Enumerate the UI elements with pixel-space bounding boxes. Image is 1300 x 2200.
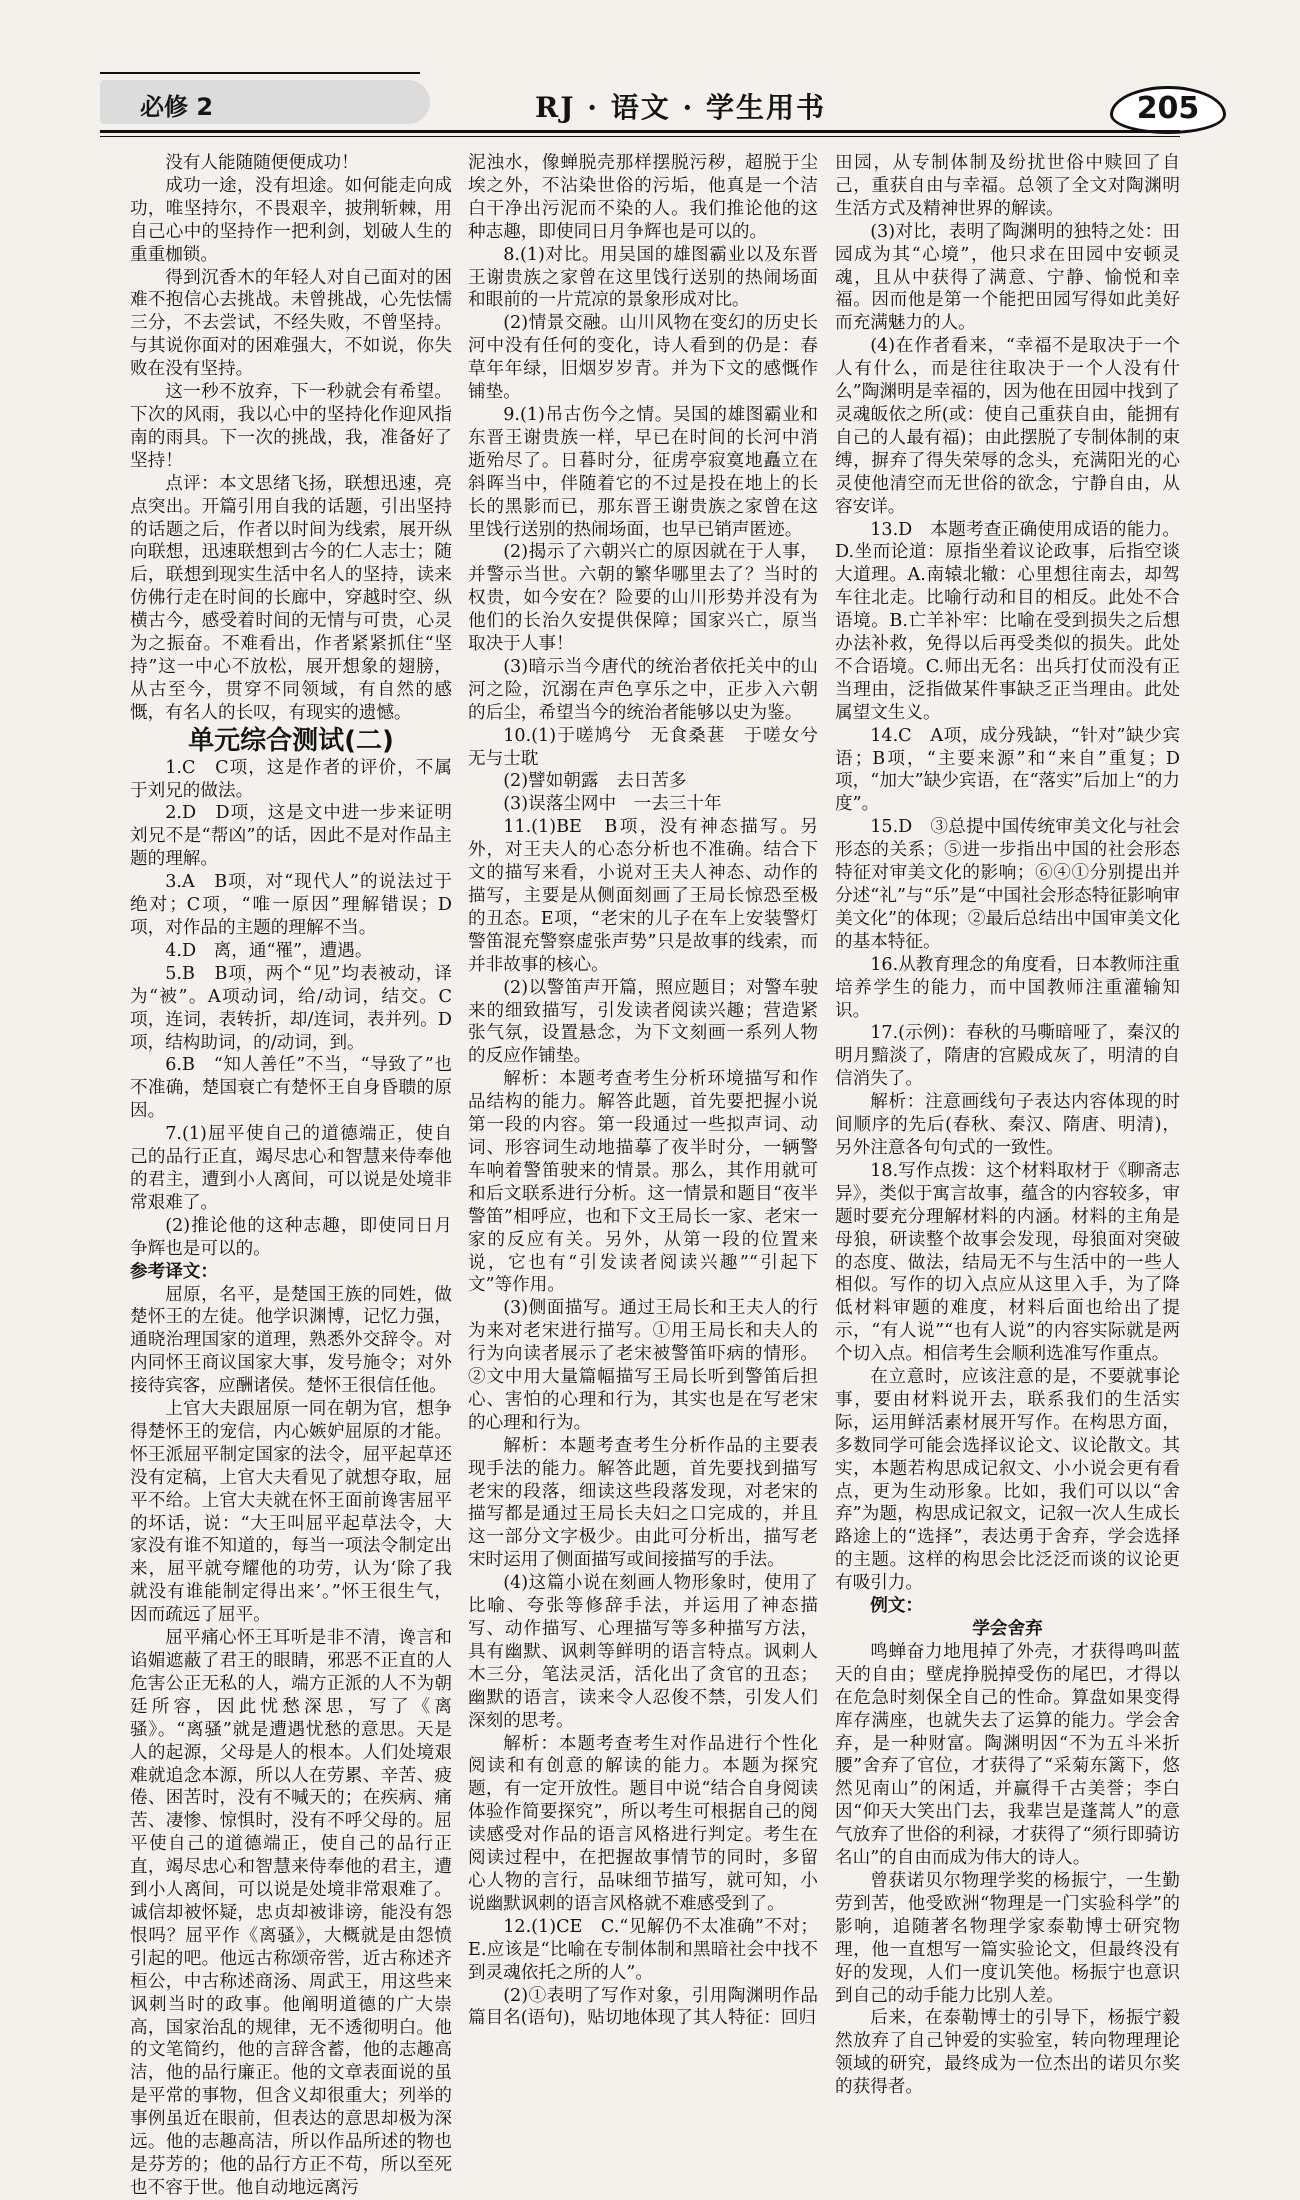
paragraph: 这一秒不放弃，下一秒就会有希望。下次的风雨，我以心中的坚持化作迎风指南的雨具。下一次的挑战，我，准备好了坚持！ [130,382,452,471]
section-title: 单元综合测试(二) [188,725,394,756]
answer-item: (2)譬如朝露 去日苦多 [503,771,687,792]
translation-paragraph: 屈平痛心怀王耳听是非不清，谗言和谄媚遮蔽了君王的眼睛，邪恶不正直的人危害公正无私的人，端方正派的人不为朝廷所容，因此忧愁深思，写了《离骚》。“离骚”就是遭遇忧愁的意思。天是人的起源，父母是人的根本。人们处境艰难就追念本源，所以人在劳累、辛苦、疲倦、困苦时，没有不喊天的；在疾病、痛苦、凄惨、惊惧时，没有不呼父母的。屈平使自己的道德端正，使自己的品行正直，竭尽忠心和智慧来侍奉他的君主，遭到小人离间，可以说是处境非常艰难了。诚信却被怀疑，忠贞却被诽谤，能没有怨恨吗？屈平作《离骚》，大概就是由怨愤引起的吧。他远古称颂帝喾，近古称述齐桓公，中古称述商汤、周武王，用这些来讽刺当时的政事。他阐明道德的广大崇高，国家治乱的规律，无不透彻明白。他的文笔简约，他的言辞含蓄，他的志趣高洁，他的品行廉正。他的文章表面说的虽是平常的事物，但含义却很重大；列举的事例虽近在眼前，但表达的意思却极为深远。他的志趣高洁，所以作品所述的物也是芬芳的；他的品行方正不苟，所以至死也不容于世。他自动地远离污 [130,1628,452,2198]
answer-item: 18.写作点拨：这个材料取材于《聊斋志异》，类似于寓言故事，蕴含的内容较多，审题时要充分理解材料的内涵。材料的主角是母狼，研读整个故事会发现，母狼面对突破的态度、做法，结局无不与生活中的一些人相似。写作的切入点应从这里入手，为了降低材料审题的难度，材料后面也给出了提示，“有人说”“也有人说”的内容实际就是两个切入点。相信考生会顺利选准写作重点。 [835,1160,1180,1365]
column-middle [468,152,836,2030]
translation-label: 参考译文： [130,1260,218,1282]
header-rule [100,130,1180,133]
answer-item: 16.从教育理念的角度看，日本教师注重培养学生的能力，而中国教师注重灌输知识。 [835,954,1180,1021]
paragraph: 得到沉香木的年轻人对自己面对的困难不抱信心去挑战。未曾挑战，心先怯懦三分，不去尝试，不经失败，不曾坚持。与其说你面对的困难强大，不如说，你失败在没有坚持。 [130,267,452,380]
answer-item: 8.(1)对比。用吴国的雄图霸业以及东晋王谢贵族之家曾在这里饯行送别的热闹场面和眼前的一片荒凉的景象形成对比。 [468,244,818,311]
page-header [0,0,1300,150]
answer-item: (2)情景交融。山川风物在变幻的历史长河中没有任何的变化，诗人看到的仍是：春草年年绿，旧烟岁岁青。并为下文的感慨作铺垫。 [468,313,818,403]
column-left [130,152,452,2200]
analysis: 解析：本题考查考生对作品进行个性化阅读和有创意的解读的能力。本题为探究题，有一定开放性。题目中说“结合自身阅读体验作简要探究”，所以考生可根据自己的阅读感受对作品的语言风格进行判定。考生在阅读过程中，在把握故事情节的同时，多留心人物的言行，品味细节描写，就可知，小说幽默讽刺的语言风格就不难感受到了。 [468,1733,818,1914]
answer-item: (4)这篇小说在刻画人物形象时，使用了比喻、夸张等修辞手法，并运用了神态描写、动作描写、心理描写等多种描写方法，具有幽默、讽刺等鲜明的语言特点。讽刺人木三分，笔法灵活，活化出了贪官的丑态；幽默的语言，读来令人忍俊不禁，引发人们深刻的思考。 [468,1573,818,1731]
volume-label-tab [100,80,430,124]
answer-item: 6.B “知人善任”不当，“导致了”也不准确，楚国衰亡有楚怀王自身昏聩的原因。 [130,1055,452,1122]
header-rule-thin [100,136,1180,137]
answer-item: (3)误落尘网中 一去三十年 [503,794,722,815]
analysis: 解析：本题考查考生分析环境描写和作品结构的能力。解答此题，首先要把握小说第一段的内容。第一段通过一些拟声词、动词、形容词生动地描摹了夜半时分，一辆警车响着警笛驶来的情景。那么，其作用就可和后文联系进行分析。这一情景和题目“夜半警笛”相呼应，也和下文王局长一家、老宋一家的反应有关。另外，从第一段的位置来说，它也有“引发读者阅读兴趣”“引起下文”等作用。 [468,1069,818,1296]
translation-paragraph: 上官大夫跟屈原一同在朝为官，想争得楚怀王的宠信，内心嫉妒屈原的才能。怀王派屈平制定国家的法令，屈平起草还没有定稿，上官大夫看见了就想夺取，屈平不给。上官大夫就在怀王面前谗害屈平的坏话，说：“大王叫屈平起草法令，大家没有谁不知道的，每当一项法令制定出来，屈平就夸耀他的功劳，认为‘除了我就没有谁能制定得出来’。”怀王很生气，因而疏远了屈平。 [130,1399,452,1626]
answer-item: 10.(1)于嗟鸠兮 无食桑葚 于嗟女兮 无与士耽 [468,725,836,769]
analysis: 解析：注意画线句子表达内容体现的时间顺序的先后(春秋、秦汉、隋唐、明清)，另外注意各句句式的一致性。 [835,1092,1180,1158]
answer-item: 7.(1)屈平使自己的道德端正，使自己的品行正直，竭尽忠心和智慧来侍奉他的君主，遭到小人离间，可以说是处境非常艰难了。 [130,1124,452,1213]
answer-item: 11.(1)BE B项，没有神态描写。另外，对王夫人的心态分析也不准确。结合下文的描写来看，小说对王夫人神态、动作的描写，主要是从侧面刻画了王局长惊恐至极的丑态。E项，“老宋的儿子在车上安装警灯警笛混充警察虚张声势”只是故事的线索，而并非故事的核心。 [468,817,818,975]
paragraph: 泥浊水，像蝉脱壳那样摆脱污秽，超脱于尘埃之外，不沾染世俗的污垢，他真是一个洁白干净出污泥而不染的人。我们推论他的这种志趣，即使同日月争辉也是可以的。 [468,153,818,242]
paragraph: 成功一途，没有坦途。如何能走向成功，唯坚持尔，不畏艰辛，披荆斩棘，用自己心中的坚持作一把利剑，划破人生的重重枷锁。 [130,175,452,265]
page-number: 205 [1110,86,1226,134]
answer-item: 15.D ③总提中国传统审美文化与社会形态的关系；⑤进一步指出中国的社会形态特征对审美文化的影响；⑥④①分别提出并分述“礼”与“乐”是“中国社会形态特征影响审美文化”的体现；②最后总结出中国审美文化的基本特征。 [835,817,1180,952]
answer-item: (2)揭示了六朝兴亡的原因就在于人事，并警示当世。六朝的繁华哪里去了？当时的权贵，如今安在？险要的山川形势并没有为他们的长治久安提供保障；国家兴亡，原当取决于人事！ [468,542,818,655]
answer-item: (4)在作者看来，“幸福不是取决于一个人有什么，而是往往取决于一个人没有什么”陶渊明是幸福的，因为他在田园中找到了灵魂皈依之所(或：使自己重获自由，能拥有自己的人最有福)；由此摆脱了专制体制的束缚，摒弃了得失荣辱的念头，充满阳光的心灵使他清空而无世俗的欲念，宁静自由，从容安详。 [835,336,1180,517]
answer-item: (3)暗示当今唐代的统治者依托关中的山河之险，沉溺在声色享乐之中，正步入六朝的后尘，希望当今的统治者能够以史为鉴。 [468,656,818,723]
essay-paragraph: 后来，在泰勒博士的引导下，杨振宁毅然放弃了自己钟爱的实验室，转向物理理论领域的研究，最终成为一位杰出的诺贝尔奖的获得者。 [835,2008,1180,2098]
paragraph: 田园，从专制体制及纷扰世俗中赎回了自己，重获自由与幸福。总领了全文对陶渊明生活方式及精神世界的解读。 [835,153,1180,219]
answer-item: (2)以警笛声开篇，照应题目；对警车驶来的细致描写，引发读者阅读兴趣；营造紧张气氛，设置悬念，为下文刻画一系列人物的反应作铺垫。 [468,977,818,1067]
answer-item: 5.B B项，两个“见”均表被动，译为“被”。A项动词，给/动词，结交。C项，连词，表转折，却/连词，表并列。D项，结构助词，的/动词，到。 [130,963,452,1053]
book-title: RJ · 语文 · 学生用书 [535,91,827,124]
answer-item: (2)①表明了写作对象，引用陶渊明作品篇目名(语句)，贴切地体现了其人特征：回归 [468,1985,818,2029]
answer-item: 1.C C项，这是作者的评价，不属于刘兄的做法。 [130,757,452,801]
answer-item: (3)侧面描写。通过王局长和王夫人的行为来对老宋进行描写。①用王局长和夫人的行为向读者展示了老宋被警笛吓病的情形。②文中用大量篇幅描写王局长听到警笛后担心、害怕的心理和行为，其实也是在写老宋的心理和行为。 [468,1298,818,1433]
paragraph: 没有人能随随便便成功！ [165,153,359,173]
volume-label: 必修 2 [140,93,214,121]
answer-item: 2.D D项，这是文中进一步来证明刘兄不是“帮凶”的话，因此不是对作品主题的理解。 [130,803,452,870]
example-label: 例文： [870,1595,923,1617]
paragraph: 在立意时，应该注意的是，不要就事论事，要由材料说开去，联系我们的生活实际，运用鲜活素材展开写作。在构思方面，多数同学可能会选择议论文、议论散文。其实，本题若构思成记叙文、小小说会更有看点，更为生动形象。比如，我们可以以“舍弃”为题，构思成记叙文，记叙一次人生成长路途上的“选择”，表达勇于舍弃，学会选择的主题。这样的构思会比泛泛而谈的议论更有吸引力。 [835,1367,1180,1594]
answer-item: 14.C A项，成分残缺，“针对”缺少宾语；B项，“主要来源”和“来自”重复；D项，“加大”缺少宾语，在“落实”后加上“的力度”。 [835,725,1180,815]
essay-title: 学会舍弃 [972,1618,1043,1639]
commentary: 点评：本文思绪飞扬，联想迅速，亮点突出。开篇引用自我的话题，引出坚持的话题之后，作者以时间为线索，展开纵向联想，迅速联想到古今的仁人志士；随后，联想到现实生活中名人的坚持，读来仿佛行走在时间的长廊中，穿越时空、纵横古今，感受着时间的无情与可贵，心灵为之振奋。不难看出，作者紧紧抓住“坚持”这一中心不放松，展开想象的翅膀，从古至今，贯穿不同领域，有自然的感慨，有名人的长叹，有现实的遗憾。 [130,473,452,723]
answer-item: 9.(1)吊古伤今之情。吴国的雄图霸业和东晋王谢贵族一样，早已在时间的长河中消逝殆尽了。日暮时分，征虏亭寂寞地矗立在斜晖当中，伴随着它的不过是投在地上的长长的黑影而已，那东晋王谢贵族之家曾在这里饯行送别的热闹场面，也早已销声匿迹。 [468,404,818,540]
header-top-rule [100,72,420,74]
essay-paragraph: 曾获诺贝尔物理学奖的杨振宁，一生勤劳到苦，他受欧洲“物理是一门实验科学”的影响，追随著名物理学家泰勒博士研究物理，他一直想写一篇实验论文，但最终没有好的发现，人们一度讥笑他。杨振宁也意识到自己的动手能力比别人差。 [835,1870,1180,2006]
analysis: 解析：本题考查考生分析作品的主要表现手法的能力。解答此题，首先要找到描写老宋的段落，细读这些段落发现，对老宋的描写都是通过王局长夫妇之口完成的，并且这一部分文字极少。由此可分析出，描写老宋时运用了侧面描写或间接描写的手法。 [468,1435,818,1571]
column-right [835,152,1180,2099]
answer-item: (2)推论他的这种志趣，即使同日月争辉也是可以的。 [130,1215,452,1259]
essay-paragraph: 鸣蝉奋力地甩掉了外壳，才获得鸣叫蓝天的自由；壁虎挣脱掉受伤的尾巴，才得以在危急时刻保全自己的性命。算盘如果变得库存满座，也就失去了运算的能力。学会舍弃，是一种财富。陶渊明因“不为五斗米折腰”舍弃了官位，才获得了“采菊东篱下，悠然见南山”的闲适，并赢得千古美誉；李白因“仰天大笑出门去，我辈岂是蓬蒿人”的意气放弃了世俗的利禄，才获得了“须行即骑访名山”的自由而成为伟大的诗人。 [835,1641,1180,1869]
answer-item: 13.D 本题考查正确使用成语的能力。D.坐而论道：原指坐着议论政事，后指空谈大道理。A.南辕北辙：心里想往南去，却驾车往北走。比喻行动和目的相反。此处不合语境。B.亡羊补牢：比喻在受到损失之后想办法补救，免得以后再受类似的损失。此处不合语境。C.师出无名：出兵打仗而没有正当理由，泛指做某件事缺乏正当理由。此处属望文生义。 [835,519,1180,723]
answer-item: 12.(1)CE C.“见解仍不太准确”不对；E.应该是“比喻在专制体制和黑暗社会中找不到灵魂依托之所的人”。 [468,1916,818,1983]
answer-item: 4.D 离，通“罹”，遭遇。 [165,940,373,961]
answer-item: 17.(示例)：春秋的马嘶暗哑了，秦汉的明月黯淡了，隋唐的宫殿成灰了，明清的自信消失了。 [835,1023,1180,1090]
answer-item: (3)对比，表明了陶渊明的独特之处：田园成为其“心境”，他只求在田园中安顿灵魂，且从中获得了满意、宁静、愉悦和幸福。因而他是第一个能把田园写得如此美好而充满魅力的人。 [835,221,1180,334]
translation-paragraph: 屈原，名平，是楚国王族的同姓，做楚怀王的左徒。他学识渊博，记忆力强，通晓治理国家的道理，熟悉外交辞令。对内同怀王商议国家大事，发号施令；对外接待宾客，应酬诸侯。楚怀王很信任他。 [130,1284,452,1397]
answer-item: 3.A B项，对“现代人”的说法过于绝对；C项，“唯一原因”理解错误；D项，对作品的主题的理解不当。 [130,872,452,938]
